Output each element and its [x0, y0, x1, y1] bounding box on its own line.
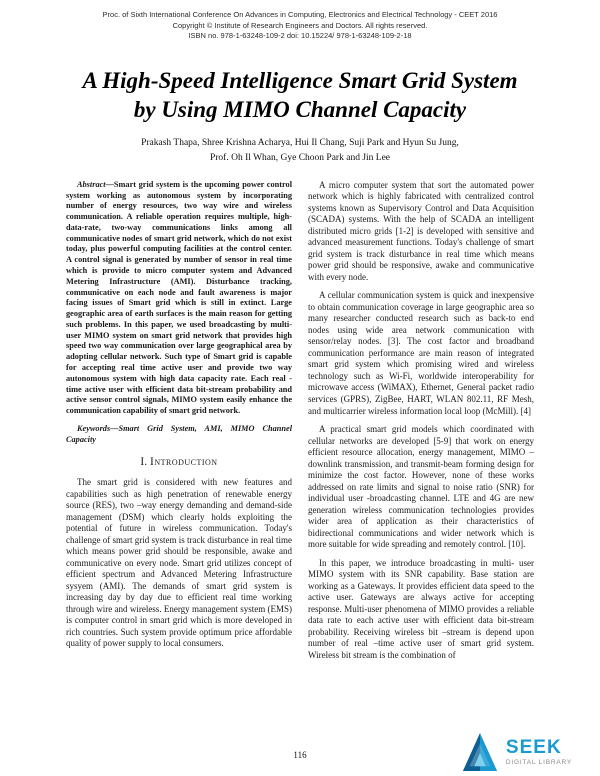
body-columns	[66, 180, 534, 669]
body-paragraph: A cellular communication system is quick and inexpensive to obtain communication coverage in large geographic area so many researcher conducted research such as back-to end nodes using wide area network communication with sensor/relay nodes. [3]. The cost factor and broadband communication performance are main reason of integrated smart grid system which promising wired and wireless technology such as Wi-Fi, worldwide interoperability for microwave access (WiMAX), Ethernet, General packet radio services (GPRS), ZigBee, HART, WLAN 802.11, RF Mesh, and multicarrier wireless information local loop (McMill). [4]	[308, 290, 534, 416]
seek-logo-name: SEEK	[505, 736, 562, 758]
abstract-text: Smart grid system is the upcoming power control system working as autonomous system by incorporating number of energy resources, two way wire and wireless communication. A reliable operation requires multiple, high-data-rate, two-way communications links among all communicative nodes of smart grid network, which do not exist today, plus powerful computing facilities at the control center. A control signal is generated by number of sensor in real time which is provide to micro computer system and Advanced Metering Infrastructure (AMI). Disturbance tracking, communicative on each node and fault awareness is major facing issues of Smart grid which is still in extinct. Large geographic area of earth surfaces is the main reason for getting such problems. In this paper, we used broadcasting by multi-user MIMO system on smart grid network that provides high speed two way communication over large geographical area by adopting cellular network. Such type of Smart grid is capable for accepting real time active user and provide two way autonomous system with high data capacity rate. Each real -time active user with efficient data bit-stream probability and active sensor control signals, MIMO system easily enhance the communication capability of smart grid network.	[66, 179, 292, 416]
section-heading-introduction	[66, 455, 292, 470]
seek-logo-subtitle: DIGITAL LIBRARY	[505, 758, 572, 766]
header-proceedings-line: Proc. of Sixth International Conference On Advances in Computing, Electronics and Electrical Technology - CEET 2016	[102, 10, 498, 19]
keywords-paragraph: Keywords—Smart Grid System, AMI, MIMO Channel Capacity	[66, 423, 292, 444]
page-number: 116	[293, 750, 307, 760]
abstract-paragraph	[66, 180, 292, 417]
section-number: I.	[140, 456, 148, 469]
section-title: Introduction	[149, 456, 218, 469]
left-column	[66, 180, 292, 669]
paper-title-line-2: by Using MIMO Channel Capacity	[133, 97, 467, 123]
abstract-label: Abstract—	[77, 179, 114, 189]
page-header	[0, 0, 600, 42]
body-paragraph: In this paper, we introduce broadcasting in multi- user MIMO system with its SNR capability. Base station are working as a Gateways. It provides efficient data speed to the active user. Gateways are always active for accepting response. Multi-user phenomena of MIMO provides a reliable data rate to each active user with efficient data bit-stream probability. Receiving wireless bit –stream is depend upon number of real –time active user of smart grid system. Wireless bit stream is the combination of	[308, 557, 534, 660]
seek-digital-library-logo	[461, 732, 572, 772]
header-copyright-line: Copyright © Institute of Research Engineers and Doctors. All rights reserved.	[172, 20, 428, 30]
body-paragraph: A practical smart grid models which coordinated with cellular networks are developed [5-9] that work on energy efficient resource allocation, energy management, MIMO –downlink transmission, and transmit-beam forming design for minimize the cost factor. However, none of these works addressed on rate limits and signal to noise ratio (SNR) for individual user -broadcasting channel. LTE and 4G are new generation wireless communication technologies provides wider area of application as their characteristics of bidirectional communications and wider network which is more suitable for wide spreading and remotely control. [10].	[308, 424, 534, 550]
paper-title-line-1: A High-Speed Intelligence Smart Grid System	[82, 67, 518, 93]
paper-title	[0, 66, 600, 126]
right-column	[308, 180, 534, 669]
intro-paragraph: The smart grid is considered with new features and capabilities such as high penetration of renewable energy source (RES), two –way energy demanding and demand-side management (DSM) which clearly holds exploiting the potential of future in wireless communication. Today's challenge of smart grid system is track disturbance in real time which means power grid should be responsible, awake and communicative on every node. Smart grid utilizes concept of efficient spectrum and Advanced Metering Infrastructure sysyem (AMI). The demands of smart grid system is increasing day by day due to efficient real time working through wire and wireless. Energy management system (EMS) is computer control in smart grid which is more developed in rich countries. Such system provide optimum price affordable quality of power supply to local consumers.	[66, 477, 292, 649]
author-line-1: Prakash Thapa, Shree Krishna Acharya, Hui Il Chang, Suji Park and Hyun Su Jung,	[141, 138, 459, 149]
header-isbn-doi-line: ISBN no. 978-1-63248-109-2 doi: 10.15224/ 978-1-63248-109-2-18	[188, 31, 412, 40]
author-list	[0, 136, 600, 165]
seek-logo-text-block	[506, 738, 572, 767]
seek-logo-icon	[461, 732, 499, 772]
body-paragraph: A micro computer system that sort the automated power network which is highly fabricated with centralized control systems known as Supervisory Control and Data Acquisition (SCADA) systems. With the help of SCADA an intelligent distributed micro grids [1-2] is developed with sensitive and advanced measurement functions. Today's challenge of smart grid system is track disturbance in real time which means power grid should be responsive, awake and communicative with every node.	[308, 179, 534, 282]
author-line-2: Prof. Oh Il Whan, Gye Choon Park and Jin Lee	[209, 153, 391, 163]
